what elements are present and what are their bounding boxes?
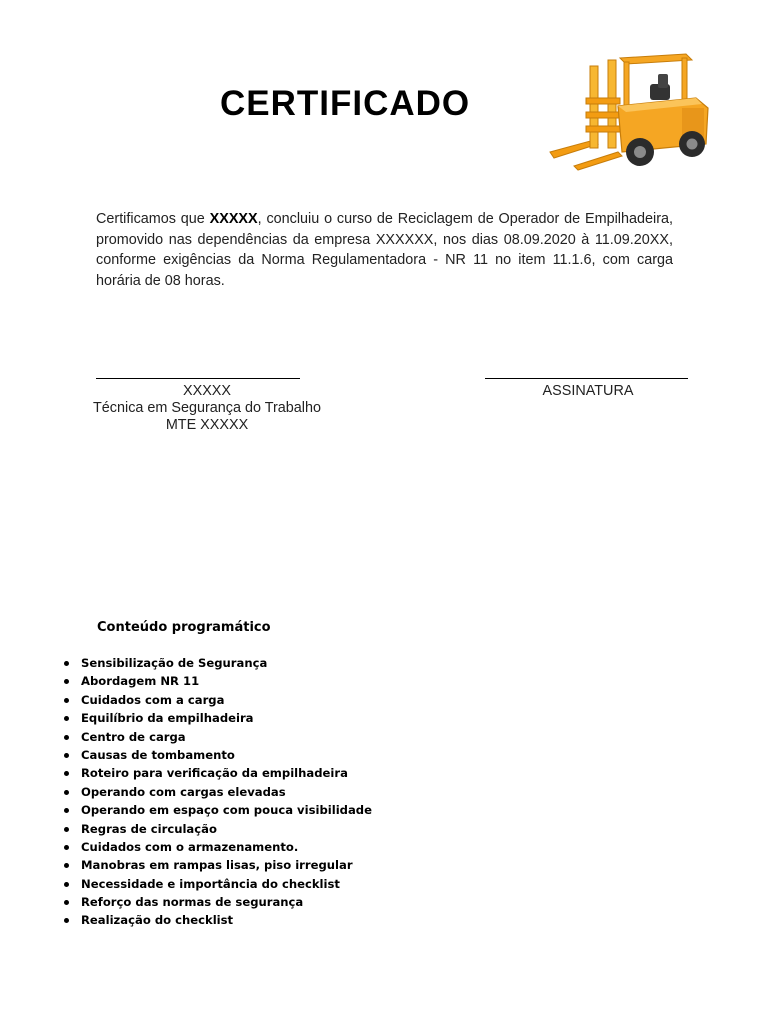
body-details: , concluiu o curso de Reciclagem de Operador de Empilhadeira, promovido nas dependências da empresa XXXXXX, nos dias 08.09.2020 à 11.09.20XX, conforme exigências da Norma Regulamentadora - NR 11 no item 11.1.6, com carga horária de 08 horas.: [96, 211, 673, 289]
program-list-item: [62, 654, 372, 672]
program-list-item: [62, 838, 372, 856]
program-list: [62, 654, 372, 930]
program-list-item-label: Abordagem NR 11: [81, 674, 200, 689]
program-list-item-label: Sensibilização de Segurança: [81, 656, 268, 670]
bullet-icon: [64, 753, 69, 758]
program-list-item: [62, 746, 372, 764]
program-list-item: [62, 691, 372, 709]
signature-block-right: [486, 383, 690, 400]
program-list-item-label: Reforço das normas de segurança: [81, 895, 304, 910]
program-list-item-label: Operando em espaço com pouca visibilidade: [81, 803, 372, 818]
program-list-item-label: Centro de carga: [81, 729, 186, 744]
program-list-item-label: Equilíbrio da empilhadeira: [81, 711, 254, 726]
bullet-icon: [64, 716, 69, 721]
program-list-item: [62, 709, 372, 727]
participant-name: XXXXX: [209, 211, 258, 227]
signature-block-left: [76, 383, 338, 434]
bullet-icon: [64, 679, 69, 684]
bullet-icon: [64, 827, 69, 832]
program-list-item-label: Causas de tombamento: [81, 747, 235, 762]
bullet-icon: [64, 808, 69, 813]
program-list-item: [62, 783, 372, 801]
signer-role: Técnica em Segurança do Trabalho: [93, 400, 321, 416]
program-list-item-label: Operando com cargas elevadas: [81, 784, 286, 799]
program-list-item: [62, 728, 372, 746]
program-list-item: [62, 801, 372, 819]
signer-name: XXXXX: [183, 383, 231, 399]
certificate-title: CERTIFICADO: [220, 84, 471, 123]
program-list-item: [62, 893, 372, 911]
program-list-item: [62, 875, 372, 893]
bullet-icon: [64, 735, 69, 740]
program-heading: Conteúdo programático: [97, 620, 271, 635]
program-list-item: [62, 820, 372, 838]
bullet-icon: [64, 863, 69, 868]
bullet-icon: [64, 845, 69, 850]
bullet-icon: [64, 698, 69, 703]
program-list-item: [62, 764, 372, 782]
bullet-icon: [64, 900, 69, 905]
signer-registry: MTE XXXXX: [165, 417, 249, 433]
program-list-item: [62, 911, 372, 929]
program-list-item-label: Roteiro para verificação da empilhadeira: [81, 766, 348, 781]
bullet-icon: [64, 771, 69, 776]
signature-line-left: [96, 378, 300, 379]
signature-label: ASSINATURA: [542, 383, 634, 399]
program-list-item: [62, 856, 372, 874]
bullet-icon: [64, 790, 69, 795]
program-list-item-label: Manobras em rampas lisas, piso irregular: [81, 858, 353, 873]
program-list-item-label: Cuidados com o armazenamento.: [81, 839, 299, 854]
bullet-icon: [64, 661, 69, 666]
program-list-item-label: Regras de circulação: [81, 821, 217, 836]
program-list-item: [62, 672, 372, 690]
program-list-item-label: Cuidados com a carga: [81, 692, 225, 707]
program-list-item-label: Necessidade e importância do checklist: [81, 876, 340, 891]
forklift-icon: [546, 48, 716, 176]
bullet-icon: [64, 882, 69, 887]
certificate-body: [96, 209, 673, 291]
program-list-item-label: Realização do checklist: [81, 913, 234, 928]
bullet-icon: [64, 918, 69, 923]
body-intro: Certificamos que: [96, 211, 210, 227]
signature-line-right: [485, 378, 688, 379]
